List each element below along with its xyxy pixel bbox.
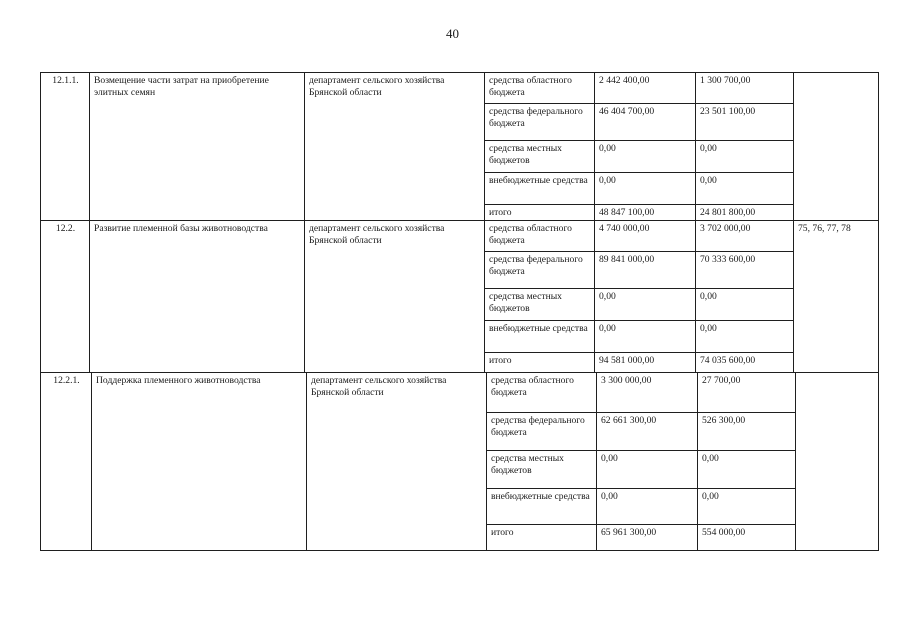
funding-source: внебюджетные средства [485,321,595,353]
amount-value: 0,00 [698,451,796,489]
table-row [41,73,879,104]
funding-source: средства областного бюджета [487,373,597,413]
target-refs: 75, 76, 77, 78 [794,221,879,373]
funding-source: средства областного бюджета [485,221,595,252]
funding-source: средства местных бюджетов [487,451,597,489]
amount-value: 2 442 400,00 [595,73,696,104]
funding-source-total: итого [485,205,595,221]
amount-value: 554 000,00 [698,525,796,551]
funding-source: средства федерального бюджета [485,104,595,141]
item-number: 12.2. [41,221,90,373]
amount-value: 0,00 [696,321,794,353]
target-refs [796,373,879,551]
amount-value: 526 300,00 [698,413,796,451]
amount-value: 62 661 300,00 [597,413,698,451]
amount-value: 23 501 100,00 [696,104,794,141]
amount-value: 0,00 [696,141,794,173]
item-name: Развитие племенной базы животноводства [90,221,305,373]
amount-value: 0,00 [595,289,696,321]
item-name: Поддержка племенного животноводства [92,373,307,551]
budget-table-upper [40,72,879,373]
item-executor: департамент сельского хозяйства Брянской области [305,221,485,373]
funding-source-total: итого [487,525,597,551]
amount-value: 89 841 000,00 [595,252,696,289]
amount-value: 0,00 [595,321,696,353]
amount-value: 70 333 600,00 [696,252,794,289]
page-number: 40 [446,26,459,41]
funding-source-total: итого [485,353,595,373]
item-number: 12.2.1. [41,373,92,551]
table-row [41,373,879,413]
amount-value: 3 300 000,00 [597,373,698,413]
amount-value: 3 702 000,00 [696,221,794,252]
funding-source: средства федерального бюджета [487,413,597,451]
amount-value: 0,00 [597,489,698,525]
item-name: Возмещение части затрат на приобретение элитных семян [90,73,305,221]
funding-source: внебюджетные средства [485,173,595,205]
amount-value: 0,00 [696,289,794,321]
amount-value: 24 801 800,00 [696,205,794,221]
amount-value: 48 847 100,00 [595,205,696,221]
amount-value: 65 961 300,00 [597,525,698,551]
amount-value: 4 740 000,00 [595,221,696,252]
amount-value: 0,00 [597,451,698,489]
amount-value: 46 404 700,00 [595,104,696,141]
target-refs [794,73,879,221]
amount-value: 0,00 [595,141,696,173]
item-executor: департамент сельского хозяйства Брянской области [305,73,485,221]
amount-value: 74 035 600,00 [696,353,794,373]
item-executor: департамент сельского хозяйства Брянской области [307,373,487,551]
budget-table-lower [40,372,879,551]
amount-value: 0,00 [696,173,794,205]
funding-source: внебюджетные средства [487,489,597,525]
funding-source: средства местных бюджетов [485,141,595,173]
table-row [41,221,879,252]
item-number: 12.1.1. [41,73,90,221]
amount-value: 1 300 700,00 [696,73,794,104]
funding-source: средства областного бюджета [485,73,595,104]
amount-value: 27 700,00 [698,373,796,413]
amount-value: 0,00 [698,489,796,525]
funding-source: средства федерального бюджета [485,252,595,289]
funding-source: средства местных бюджетов [485,289,595,321]
amount-value: 0,00 [595,173,696,205]
amount-value: 94 581 000,00 [595,353,696,373]
